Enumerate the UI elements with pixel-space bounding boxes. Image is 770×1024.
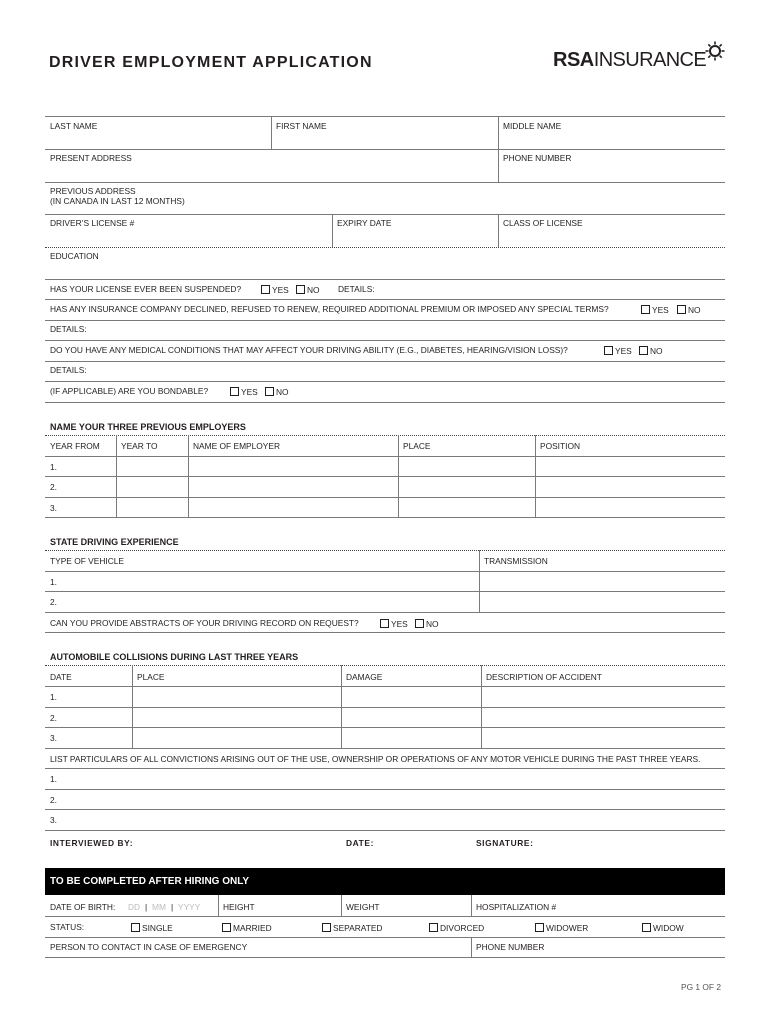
rule [45, 768, 725, 769]
convictions-heading: LIST PARTICULARS OF ALL CONVICTIONS ARISING OUT OF THE USE, OWNERSHIP OR OPERATIONS OF ANY MOTOR VEHICLE DURING THE PAST THREE YEARS. [50, 754, 701, 764]
bondable-yes[interactable] [230, 387, 258, 396]
checkbox-icon[interactable] [322, 923, 331, 932]
option-label: SEPARATED [333, 923, 383, 933]
interview-date-field[interactable]: DATE: [346, 838, 374, 848]
col-year-to: YEAR TO [121, 441, 158, 451]
rule [45, 789, 725, 790]
divider [471, 895, 472, 916]
date-of-birth-label: DATE OF BIRTH: [50, 902, 116, 912]
no-label: NO [426, 619, 439, 629]
checkbox-icon[interactable] [535, 923, 544, 932]
option-label: SINGLE [142, 923, 173, 933]
checkbox-icon[interactable] [230, 387, 239, 396]
phone-number-field[interactable]: PHONE NUMBER [503, 153, 572, 163]
status-label: STATUS: [50, 922, 85, 932]
rule [45, 957, 725, 958]
option-label: WIDOWER [546, 923, 589, 933]
table-row[interactable]: 1. [50, 577, 57, 587]
checkbox-icon[interactable] [642, 923, 651, 932]
height-field[interactable]: HEIGHT [223, 902, 255, 912]
checkbox-icon[interactable] [415, 619, 424, 628]
rule [45, 686, 725, 687]
col-vehicle-type: TYPE OF VEHICLE [50, 556, 124, 566]
option-label: MARRIED [233, 923, 272, 933]
rule [45, 727, 725, 728]
rule [45, 748, 725, 749]
rule [45, 591, 725, 592]
suspended-details[interactable]: DETAILS: [338, 284, 375, 294]
divider [332, 214, 333, 247]
no-label: NO [688, 305, 701, 315]
divider [271, 116, 272, 149]
expiry-date-field[interactable]: EXPIRY DATE [337, 218, 392, 228]
page-number: PG 1 OF 2 [681, 982, 722, 992]
emergency-contact-field[interactable]: PERSON TO CONTACT IN CASE OF EMERGENCY [50, 942, 248, 952]
page-title: DRIVER EMPLOYMENT APPLICATION [49, 54, 373, 71]
license-class-field[interactable]: CLASS OF LICENSE [503, 218, 583, 228]
divider [479, 550, 480, 612]
last-name-field[interactable]: LAST NAME [50, 121, 98, 131]
hospitalization-field[interactable]: HOSPITALIZATION # [476, 902, 557, 912]
checkbox-icon[interactable] [261, 285, 270, 294]
list-item[interactable]: 3. [50, 815, 57, 825]
rule [45, 214, 725, 215]
status-widower[interactable] [535, 923, 588, 932]
table-row[interactable]: 3. [50, 503, 57, 513]
after-hiring-banner [45, 868, 725, 895]
table-row[interactable]: 2. [50, 482, 57, 492]
checkbox-icon[interactable] [131, 923, 140, 932]
option-label: DIVORCED [440, 923, 485, 933]
previous-address-field[interactable]: PREVIOUS ADDRESS [50, 186, 136, 196]
rule [45, 299, 725, 300]
interviewed-by-field[interactable]: INTERVIEWED BY: [50, 838, 134, 848]
insurance-question: HAS ANY INSURANCE COMPANY DECLINED, REFUSED TO RENEW, REQUIRED ADDITIONAL PREMIUM OR IMPOSED ANY SPECIAL TERMS? [50, 304, 609, 314]
status-single[interactable] [131, 923, 173, 932]
status-divorced[interactable] [429, 923, 484, 932]
weight-field[interactable]: WEIGHT [346, 902, 380, 912]
medical-yes[interactable] [604, 346, 632, 355]
table-row[interactable]: 1. [50, 462, 57, 472]
dob-month-field[interactable]: MM [152, 902, 166, 912]
present-address-field[interactable]: PRESENT ADDRESS [50, 153, 132, 163]
rsa-logo [553, 49, 706, 73]
suspended-yes[interactable] [261, 285, 289, 294]
rule [45, 550, 725, 551]
rule [45, 497, 725, 498]
checkbox-icon[interactable] [222, 923, 231, 932]
logo-text-insurance: INSURANCE [593, 49, 707, 71]
rule [45, 809, 725, 810]
insurance-details[interactable]: DETAILS: [50, 324, 87, 334]
rule [45, 435, 725, 436]
checkbox-icon[interactable] [429, 923, 438, 932]
table-row[interactable]: 1. [50, 692, 57, 702]
abstracts-yes[interactable] [380, 619, 408, 628]
suspended-no[interactable] [296, 285, 320, 294]
emergency-phone-field[interactable]: PHONE NUMBER [476, 942, 545, 952]
employers-heading: NAME YOUR THREE PREVIOUS EMPLOYERS [50, 422, 246, 432]
list-item[interactable]: 1. [50, 774, 57, 784]
yes-label: YES [652, 305, 669, 315]
option-label: WIDOW [653, 923, 684, 933]
checkbox-icon[interactable] [604, 346, 613, 355]
sun-emblem-icon [705, 41, 725, 61]
collisions-heading: AUTOMOBILE COLLISIONS DURING LAST THREE YEARS [50, 652, 299, 662]
logo-text-rsa: RSA [553, 49, 594, 71]
license-number-field[interactable]: DRIVER’S LICENSE # [50, 218, 135, 228]
medical-question: DO YOU HAVE ANY MEDICAL CONDITIONS THAT MAY AFFECT YOUR DRIVING ABILITY (E.G., DIABETES, HEARING/VISION LOSS)? [50, 345, 568, 355]
status-married[interactable] [222, 923, 272, 932]
rule [45, 937, 725, 938]
rule [45, 476, 725, 477]
medical-no[interactable] [639, 346, 663, 355]
middle-name-field[interactable]: MIDDLE NAME [503, 121, 562, 131]
no-label: NO [276, 387, 289, 397]
yes-label: YES [241, 387, 258, 397]
col-place: PLACE [403, 441, 431, 451]
rule [45, 116, 725, 117]
previous-address-note: (IN CANADA IN LAST 12 MONTHS) [50, 196, 185, 206]
dob-separator: | [145, 902, 148, 912]
checkbox-icon[interactable] [296, 285, 305, 294]
rule [45, 149, 725, 150]
rule [45, 381, 725, 382]
after-hiring-heading: TO BE COMPLETED AFTER HIRING ONLY [50, 876, 250, 887]
rule [45, 320, 725, 321]
col-description: DESCRIPTION OF ACCIDENT [486, 672, 602, 682]
medical-details[interactable]: DETAILS: [50, 365, 87, 375]
rule [45, 517, 725, 518]
checkbox-icon[interactable] [265, 387, 274, 396]
rule [45, 340, 725, 341]
insurance-yes[interactable] [641, 305, 669, 314]
rule [45, 247, 725, 248]
yes-label: YES [391, 619, 408, 629]
insurance-no[interactable] [677, 305, 701, 314]
rule [45, 665, 725, 666]
no-label: NO [307, 285, 320, 295]
col-damage: DAMAGE [346, 672, 383, 682]
status-separated[interactable] [322, 923, 382, 932]
dob-separator: | [171, 902, 174, 912]
table-row[interactable]: 3. [50, 733, 57, 743]
abstracts-question: CAN YOU PROVIDE ABSTRACTS OF YOUR DRIVING RECORD ON REQUEST? [50, 618, 359, 628]
checkbox-icon[interactable] [380, 619, 389, 628]
col-place: PLACE [137, 672, 165, 682]
status-widow[interactable] [642, 923, 684, 932]
no-label: NO [650, 346, 663, 356]
dob-day-field[interactable]: DD [128, 902, 141, 912]
experience-heading: STATE DRIVING EXPERIENCE [50, 537, 179, 547]
checkbox-icon[interactable] [641, 305, 650, 314]
bondable-question: (IF APPLICABLE) ARE YOU BONDABLE? [50, 386, 209, 396]
divider [498, 214, 499, 247]
education-field[interactable]: EDUCATION [50, 251, 99, 261]
yes-label: YES [272, 285, 289, 295]
yes-label: YES [615, 346, 632, 356]
suspended-question: HAS YOUR LICENSE EVER BEEN SUSPENDED? [50, 284, 242, 294]
first-name-field[interactable]: FIRST NAME [276, 121, 327, 131]
rule [45, 571, 725, 572]
divider [218, 895, 219, 916]
divider [341, 895, 342, 916]
rule [45, 612, 725, 613]
checkbox-icon[interactable] [677, 305, 686, 314]
rule [45, 182, 725, 183]
checkbox-icon[interactable] [639, 346, 648, 355]
col-position: POSITION [540, 441, 581, 451]
table-row[interactable]: 2. [50, 713, 57, 723]
list-item[interactable]: 2. [50, 795, 57, 805]
col-year-from: YEAR FROM [50, 441, 100, 451]
rule [45, 279, 725, 280]
dob-year-field[interactable]: YYYY [178, 902, 201, 912]
col-employer-name: NAME OF EMPLOYER [193, 441, 281, 451]
divider [471, 937, 472, 957]
rule [45, 402, 725, 403]
rule [45, 916, 725, 917]
signature-field[interactable]: SIGNATURE: [476, 838, 534, 848]
col-date: DATE [50, 672, 72, 682]
rule [45, 632, 725, 633]
rule [45, 456, 725, 457]
col-transmission: TRANSMISSION [484, 556, 548, 566]
rule [45, 707, 725, 708]
table-row[interactable]: 2. [50, 597, 57, 607]
abstracts-no[interactable] [415, 619, 439, 628]
bondable-no[interactable] [265, 387, 289, 396]
rule [45, 361, 725, 362]
rule [45, 830, 725, 831]
